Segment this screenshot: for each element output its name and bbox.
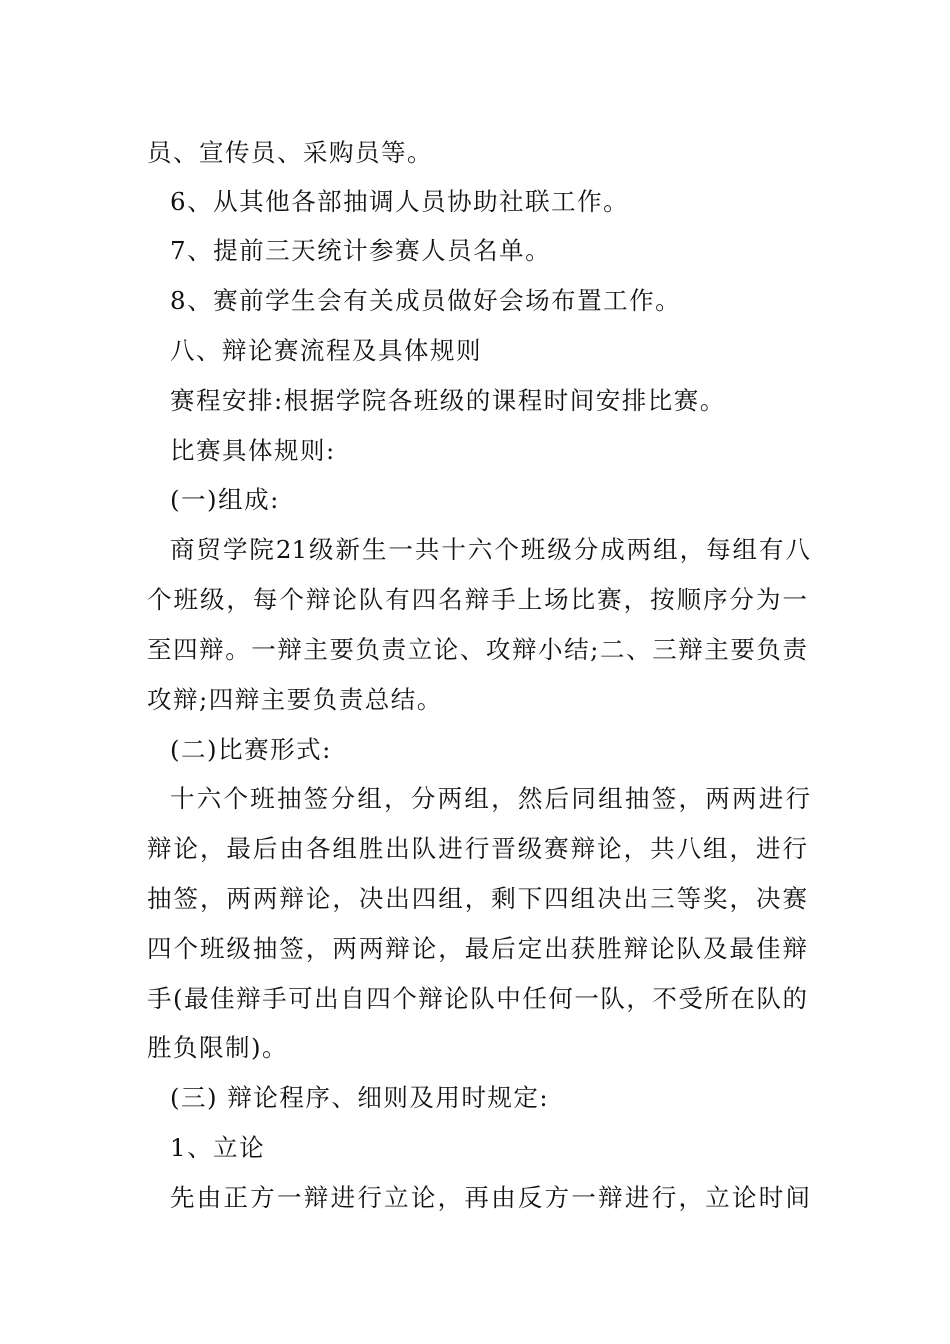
subheading: (一)组成: xyxy=(170,485,280,514)
paragraph-line: 赛程安排:根据学院各班级的课程时间安排比赛。 xyxy=(170,386,726,415)
list-item: 1、立论 xyxy=(170,1133,266,1162)
paragraph-line: 攻辩;四辩主要负责总结。 xyxy=(147,685,443,714)
paragraph-line: 抽签，两两辩论，决出四组，剩下四组决出三等奖，决赛 xyxy=(147,884,807,913)
paragraph-line: 商贸学院21级新生一共十六个班级分成两组，每组有八 xyxy=(170,535,810,564)
subheading: (三) 辩论程序、细则及用时规定: xyxy=(170,1083,550,1112)
paragraph-line: 先由正方一辩进行立论，再由反方一辩进行，立论时间 xyxy=(170,1183,810,1212)
paragraph-line: 个班级，每个辩论队有四名辩手上场比赛，按顺序分为一 xyxy=(147,585,807,614)
subheading: (二)比赛形式: xyxy=(170,735,332,764)
list-item: 7、提前三天统计参赛人员名单。 xyxy=(170,236,552,265)
paragraph-line: 辩论，最后由各组胜出队进行晋级赛辩论，共八组，进行 xyxy=(147,834,807,863)
paragraph-line: 至四辩。一辩主要负责立论、攻辩小结;二、三辩主要负责 xyxy=(147,635,807,664)
paragraph-line: 员、宣传员、采购员等。 xyxy=(147,138,433,167)
list-item: 8、赛前学生会有关成员做好会场布置工作。 xyxy=(170,286,682,315)
section-heading: 八、辩论赛流程及具体规则 xyxy=(170,336,482,365)
paragraph-line: 四个班级抽签，两两辩论，最后定出获胜辩论队及最佳辩 xyxy=(147,934,807,963)
paragraph-line: 胜负限制)。 xyxy=(147,1033,289,1062)
list-item: 6、从其他各部抽调人员协助社联工作。 xyxy=(170,187,630,216)
subheading: 比赛具体规则: xyxy=(170,436,336,465)
paragraph-line: 十六个班抽签分组，分两组，然后同组抽签，两两进行 xyxy=(170,784,810,813)
paragraph-line: 手(最佳辩手可出自四个辩论队中任何一队，不受所在队的 xyxy=(147,984,807,1013)
